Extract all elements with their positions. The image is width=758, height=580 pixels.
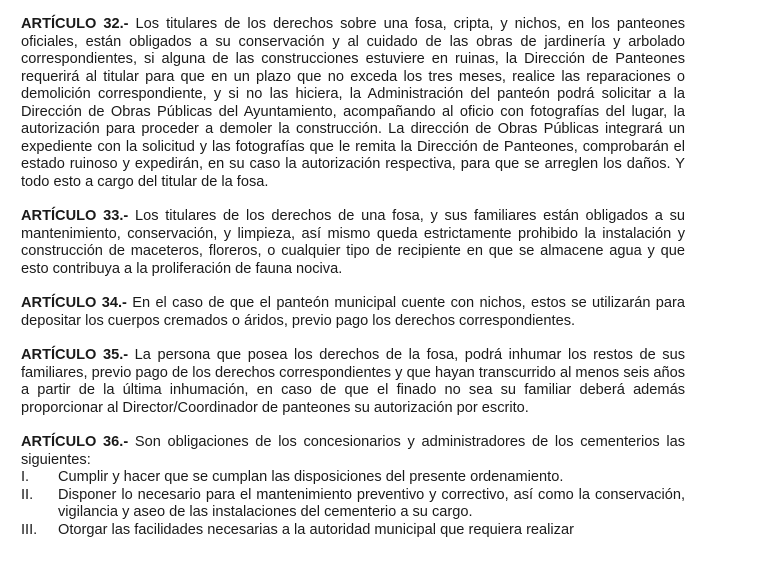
list-item-number: III. (21, 521, 38, 538)
list-item-number: II. (21, 486, 34, 503)
list-item (21, 487, 685, 522)
article-35 (21, 347, 685, 417)
article-heading: ARTÍCULO 36.- (21, 434, 129, 450)
list-item-number: I. (21, 469, 30, 485)
article-heading: ARTÍCULO 32.- (21, 16, 129, 32)
article-text: Los titulares de los derechos sobre una fosa, cripta, y nichos, en los panteones oficiales, están obligados a su conservación y al cuidado de las obras de jardinería y arbolado correspondientes, si alguna de las construcciones estuviere en ruinas, la Dirección de Panteones requerirá al titular para que en un plazo que no exceda los tres meses, realice las reparaciones o demolición correspondiente, y si no las hiciera, la Administración del panteón podrá solicitar a la Dirección de Obras Públicas del Ayuntamiento, acompañando al oficio con fotografías del lugar, la autorización para proceder a demoler la construcción. La dirección de Obras Públicas integrará un expediente con la solicitud y las fotografías que le remita la Dirección de Panteones, comprobarán el estado ruinoso y expedirán, en su caso la autorización respectiva, para que se arreglen los daños. Y todo esto a cargo del titular de la fosa. (21, 16, 685, 190)
article-text: En el caso de que el panteón municipal cuente con nichos, estos se utilizarán para depositar los cuerpos cremados o áridos, previo pago los derechos correspondientes. (21, 295, 686, 329)
article-heading: ARTÍCULO 33.- (21, 208, 129, 224)
list-item (21, 522, 685, 540)
article-34 (21, 295, 685, 330)
article-text: Los titulares de los derechos de una fosa, y sus familiares están obligados a su mantenimiento, conservación, y limpieza, así mismo queda estrictamente prohibido la instalación y construcción de maceteros, floreros, o cualquier tipo de recipiente en que se almacene agua y que esto contribuya a la proliferación de fauna nociva. (21, 208, 685, 277)
list-item-text: Disponer lo necesario para el mantenimiento preventivo y correctivo, así como la conservación, vigilancia y aseo de las instalaciones del cementerio a su cargo. (58, 486, 685, 520)
document-page (21, 16, 685, 539)
list-item (21, 469, 685, 487)
list-item-text: Cumplir y hacer que se cumplan las disposiciones del presente ordenamiento. (58, 469, 564, 485)
article-text: La persona que posea los derechos de la fosa, podrá inhumar los restos de sus familiares, previo pago de los derechos correspondientes y que hayan transcurrido al menos seis años a partir de la última inhumación, en caso de que el finado no sea su familiar deberá además proporcionar al Director/Coordinador de panteones su autorización por escrito. (21, 347, 685, 416)
article-text: Son obligaciones de los concesionarios y administradores de los cementerios las siguientes: (21, 434, 685, 468)
article-33 (21, 208, 685, 278)
article-heading: ARTÍCULO 34.- (21, 295, 127, 311)
list-item-text: Otorgar las facilidades necesarias a la autoridad municipal que requiera realizar (58, 521, 574, 538)
article-36 (21, 434, 685, 469)
article-heading: ARTÍCULO 35.- (21, 347, 129, 363)
article-32 (21, 16, 685, 191)
